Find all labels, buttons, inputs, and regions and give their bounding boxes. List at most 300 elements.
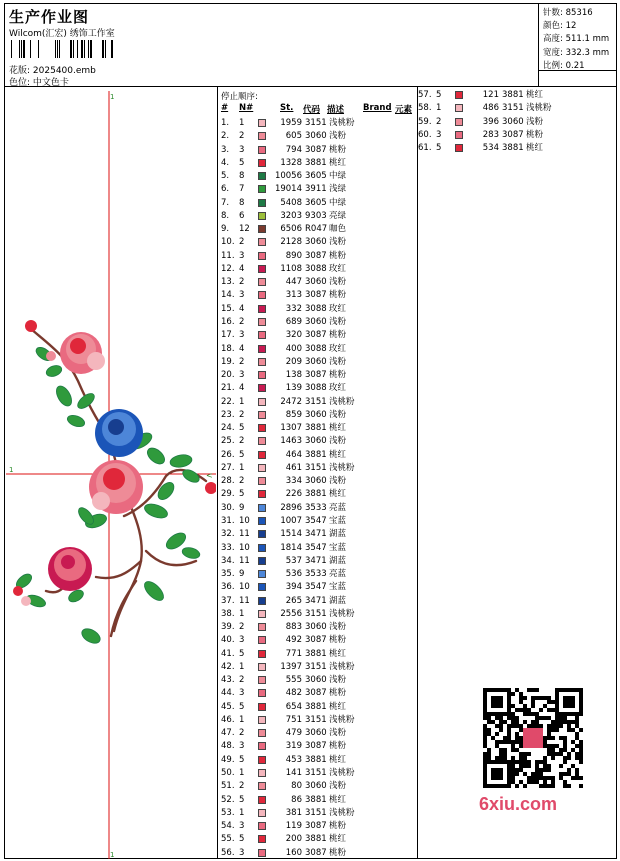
color-description: 浅粉 xyxy=(329,356,347,367)
qr-module xyxy=(483,744,487,748)
needle-number: 10 xyxy=(239,515,250,526)
stop-index: 38. xyxy=(221,608,235,619)
stitch-count: 5408 xyxy=(280,197,302,208)
thread-code: 3881 xyxy=(305,834,327,845)
stop-row xyxy=(221,847,416,860)
qr-module xyxy=(547,764,551,768)
stop-row xyxy=(221,117,416,130)
needle-number: 11 xyxy=(239,529,250,540)
qr-module xyxy=(543,784,547,788)
needle-number: 4 xyxy=(239,303,245,314)
color-description: 浅粉 xyxy=(329,131,347,142)
color-description: 湖蓝 xyxy=(329,529,347,540)
color-description: 浅桃粉 xyxy=(329,118,355,128)
qr-module xyxy=(511,760,515,764)
spec-height: 高度: 511.1 mm xyxy=(543,34,610,45)
qr-module xyxy=(507,736,511,740)
needle-number: 8 xyxy=(239,197,245,208)
stitch-count: 80 xyxy=(291,781,302,792)
stop-row xyxy=(221,170,416,183)
stop-row xyxy=(221,223,416,236)
qr-code xyxy=(475,684,591,794)
qr-module xyxy=(483,736,487,740)
needle-number: 8 xyxy=(239,171,245,182)
qr-module xyxy=(547,728,551,732)
needle-number: 2 xyxy=(239,781,245,792)
needle-number: 5 xyxy=(436,90,442,100)
qr-module xyxy=(567,752,571,756)
barcode-bar xyxy=(81,40,83,58)
qr-module xyxy=(579,756,583,760)
stop-index: 3. xyxy=(221,144,230,155)
qr-module xyxy=(539,768,543,772)
qr-module xyxy=(531,712,535,716)
qr-module xyxy=(527,776,531,780)
qr-module xyxy=(535,772,539,776)
stop-index: 2. xyxy=(221,131,230,142)
qr-module xyxy=(523,696,527,700)
stop-row xyxy=(221,595,416,608)
stitch-count: 200 xyxy=(285,834,302,845)
stitch-count: 492 xyxy=(285,635,302,646)
color-description: 桃红 xyxy=(526,90,544,100)
color-description: 中绿 xyxy=(329,171,347,182)
stitch-count: 313 xyxy=(285,290,302,301)
stop-index: 18. xyxy=(221,343,235,354)
stop-list-column-1 xyxy=(221,117,416,860)
watermark: 6xiu.com xyxy=(479,794,558,814)
stop-index: 8. xyxy=(221,210,230,221)
stop-index: 48. xyxy=(221,741,235,752)
qr-module xyxy=(495,732,499,736)
thread-code: 3060 xyxy=(502,116,524,127)
qr-finder-core xyxy=(563,696,575,708)
qr-module xyxy=(523,756,527,760)
barcode-bar xyxy=(90,40,92,58)
qr-module xyxy=(527,712,531,716)
stitch-count: 689 xyxy=(285,316,302,327)
stitch-count: 1307 xyxy=(280,423,302,434)
thread-code: 3060 xyxy=(305,409,327,420)
col-header-desc: 描述 xyxy=(327,105,345,115)
color-description: 玫红 xyxy=(329,343,347,354)
qr-module xyxy=(515,772,519,776)
qr-module xyxy=(551,744,555,748)
qr-module xyxy=(499,752,503,756)
color-description: 桃粉 xyxy=(329,741,347,752)
qr-module xyxy=(543,756,547,760)
color-description: 浅桃粉 xyxy=(329,608,355,619)
qr-finder-core xyxy=(491,768,503,780)
stop-row xyxy=(221,767,416,780)
qr-module xyxy=(515,716,519,720)
stop-row xyxy=(418,89,544,102)
thread-code: 3087 xyxy=(305,250,327,261)
needle-number: 1 xyxy=(436,103,442,114)
thread-code: 3060 xyxy=(305,476,327,487)
stitch-count: 453 xyxy=(285,754,302,765)
qr-module xyxy=(571,740,575,744)
qr-module xyxy=(543,696,547,700)
color-description: 桃粉 xyxy=(329,330,347,341)
qr-module xyxy=(527,724,531,728)
stitch-count: 859 xyxy=(285,409,302,420)
color-description: 浅桃粉 xyxy=(329,661,355,672)
thread-code: 3087 xyxy=(305,290,327,301)
spec-width: 宽度: 332.3 mm xyxy=(543,47,610,58)
thread-code: 3151 xyxy=(305,714,327,725)
needle-number: 3 xyxy=(239,821,245,832)
qr-module xyxy=(547,752,551,756)
stop-index: 22. xyxy=(221,396,235,407)
needle-number: 2 xyxy=(239,237,245,248)
specs-divider xyxy=(538,4,539,86)
stop-row xyxy=(221,183,416,196)
stop-row xyxy=(221,754,416,767)
qr-module xyxy=(535,724,539,728)
qr-module xyxy=(563,744,567,748)
stop-row xyxy=(221,542,416,555)
stop-row xyxy=(418,102,552,115)
color-description: 桃粉 xyxy=(329,250,347,261)
thread-code: R047 xyxy=(305,224,328,235)
thread-code: 3087 xyxy=(305,635,327,646)
qr-module xyxy=(503,720,507,724)
qr-module xyxy=(503,756,507,760)
thread-code: 3087 xyxy=(305,688,327,699)
qr-module xyxy=(539,696,543,700)
qr-module xyxy=(563,748,567,752)
color-description: 浅粉 xyxy=(526,116,544,127)
needle-number: 2 xyxy=(239,316,245,327)
needle-number: 2 xyxy=(239,476,245,487)
stitch-count: 226 xyxy=(285,489,302,500)
center-peony xyxy=(89,460,143,514)
qr-module xyxy=(519,708,523,712)
color-description: 桃红 xyxy=(329,648,347,659)
qr-module xyxy=(551,736,555,740)
production-sheet xyxy=(4,3,617,859)
qr-module xyxy=(539,772,543,776)
stop-index: 50. xyxy=(221,768,235,779)
needle-number: 5 xyxy=(239,794,245,805)
stop-index: 16. xyxy=(221,316,235,327)
stop-index: 52. xyxy=(221,794,235,805)
thread-code: 3881 xyxy=(305,449,327,460)
thread-code: 3533 xyxy=(305,502,327,513)
thread-code: 3547 xyxy=(305,582,327,593)
color-description: 桃粉 xyxy=(526,129,544,140)
stitch-count: 19014 xyxy=(274,184,302,195)
stop-row xyxy=(221,382,416,395)
stitch-count: 537 xyxy=(285,555,302,566)
qr-module xyxy=(575,716,579,720)
thread-code: 3471 xyxy=(305,595,327,606)
stop-row xyxy=(221,502,416,515)
qr-module xyxy=(523,704,527,708)
needle-number: 10 xyxy=(239,582,250,593)
color-description: 浅桃粉 xyxy=(329,807,355,818)
embroidery-design-preview xyxy=(6,91,216,859)
stop-index: 1. xyxy=(221,118,230,128)
thread-code: 3881 xyxy=(305,648,327,659)
stop-row xyxy=(221,701,416,714)
qr-module xyxy=(575,724,579,728)
qr-logo xyxy=(523,728,543,748)
stop-row xyxy=(221,634,416,647)
qr-module xyxy=(563,772,567,776)
qr-module xyxy=(483,724,487,728)
qr-module xyxy=(551,784,555,788)
qr-module xyxy=(527,760,531,764)
color-description: 桃粉 xyxy=(329,635,347,646)
stitch-count: 3203 xyxy=(280,210,302,221)
qr-module xyxy=(559,776,563,780)
needle-number: 1 xyxy=(239,807,245,818)
stitch-count: 536 xyxy=(285,569,302,580)
needle-number: 9 xyxy=(239,569,245,580)
qr-module xyxy=(547,700,551,704)
needle-number: 5 xyxy=(239,754,245,765)
guide-marker-top: 1 xyxy=(110,93,115,101)
stop-row xyxy=(221,780,416,793)
spec-scale: 比例: 0.21 xyxy=(543,60,585,71)
stop-index: 46. xyxy=(221,714,235,725)
color-description: 浅桃粉 xyxy=(329,462,355,473)
color-description: 玫红 xyxy=(329,383,347,394)
stop-row xyxy=(221,435,416,448)
qr-module xyxy=(571,776,575,780)
qr-module xyxy=(515,748,519,752)
stop-index: 23. xyxy=(221,409,235,420)
qr-module xyxy=(519,692,523,696)
color-description: 浅桃粉 xyxy=(329,714,355,725)
stop-index: 21. xyxy=(221,383,235,394)
qr-module xyxy=(483,732,487,736)
needle-number: 11 xyxy=(239,595,250,606)
stop-index: 47. xyxy=(221,728,235,739)
qr-module xyxy=(483,756,487,760)
qr-module xyxy=(539,760,543,764)
qr-module xyxy=(547,776,551,780)
qr-module xyxy=(515,724,519,728)
stop-row xyxy=(221,648,416,661)
qr-module xyxy=(491,736,495,740)
qr-module xyxy=(519,700,523,704)
stop-index: 28. xyxy=(221,476,235,487)
color-info xyxy=(9,75,69,88)
stop-row xyxy=(221,422,416,435)
barcode-bar xyxy=(84,40,85,58)
qr-module xyxy=(547,708,551,712)
qr-module xyxy=(551,752,555,756)
color-description: 桃红 xyxy=(329,489,347,500)
color-description: 宝蓝 xyxy=(329,542,347,553)
barcode-bar xyxy=(21,40,22,58)
stop-row xyxy=(221,515,416,528)
qr-module xyxy=(575,752,579,756)
qr-module xyxy=(543,780,547,784)
qr-module xyxy=(495,744,499,748)
needle-number: 2 xyxy=(239,436,245,447)
stitch-count: 2556 xyxy=(280,608,302,619)
color-description: 桃红 xyxy=(329,701,347,712)
qr-module xyxy=(527,752,531,756)
qr-module xyxy=(555,720,559,724)
color-description: 桃红 xyxy=(329,423,347,434)
stitch-count: 332 xyxy=(285,303,302,314)
thread-code: 3151 xyxy=(305,661,327,672)
qr-module xyxy=(551,780,555,784)
needle-number: 3 xyxy=(436,129,442,140)
stitch-count: 160 xyxy=(285,847,302,858)
qr-module xyxy=(483,740,487,744)
qr-module xyxy=(559,752,563,756)
needle-number: 3 xyxy=(239,688,245,699)
stop-row xyxy=(221,661,416,674)
qr-module xyxy=(519,764,523,768)
stitch-count: 482 xyxy=(285,688,302,699)
color-description: 桃红 xyxy=(329,754,347,765)
needle-number: 1 xyxy=(239,462,245,473)
qr-module xyxy=(539,716,543,720)
stop-index: 7. xyxy=(221,197,230,208)
stitch-count: 394 xyxy=(285,582,302,593)
thread-code: 3547 xyxy=(305,515,327,526)
stop-index: 51. xyxy=(221,781,235,792)
qr-module xyxy=(555,728,559,732)
stop-index: 43. xyxy=(221,675,235,686)
needle-number: 3 xyxy=(239,290,245,301)
design-divider xyxy=(217,86,218,858)
stop-index: 60. xyxy=(418,129,432,140)
qr-module xyxy=(519,696,523,700)
stop-row xyxy=(221,820,416,833)
qr-module xyxy=(575,744,579,748)
needle-number: 12 xyxy=(239,224,250,235)
guide-marker-bottom: 1 xyxy=(110,851,115,859)
stop-row xyxy=(221,674,416,687)
qr-module xyxy=(535,696,539,700)
stop-index: 6. xyxy=(221,184,230,195)
stitch-count: 2128 xyxy=(280,237,302,248)
color-description: 桃红 xyxy=(329,834,347,845)
qr-module xyxy=(531,724,535,728)
barcode-bar xyxy=(38,40,39,58)
needle-number: 2 xyxy=(239,277,245,288)
qr-module xyxy=(551,708,555,712)
barcode-bar xyxy=(77,40,78,58)
thread-code: 3151 xyxy=(305,396,327,407)
qr-module xyxy=(487,732,491,736)
stop-index: 10. xyxy=(221,237,235,248)
barcode-bar xyxy=(55,40,56,58)
guide-marker-left: 1 xyxy=(9,466,14,474)
stop-row xyxy=(221,130,416,143)
qr-module xyxy=(559,716,563,720)
stop-index: 34. xyxy=(221,555,235,566)
needle-number: 3 xyxy=(239,144,245,155)
qr-module xyxy=(511,756,515,760)
qr-module xyxy=(507,740,511,744)
stop-index: 59. xyxy=(418,116,432,127)
stitch-count: 139 xyxy=(285,383,302,394)
stitch-count: 1397 xyxy=(280,661,302,672)
qr-module xyxy=(535,716,539,720)
barcode-bar xyxy=(105,40,106,58)
qr-module xyxy=(551,756,555,760)
qr-module xyxy=(575,756,579,760)
stop-index: 37. xyxy=(221,595,235,606)
stop-index: 55. xyxy=(221,834,235,845)
color-description: 浅桃粉 xyxy=(329,768,355,779)
color-description: 桃红 xyxy=(329,157,347,168)
stitch-count: 461 xyxy=(285,462,302,473)
barcode-bar xyxy=(102,40,104,58)
thread-code: 3060 xyxy=(305,436,327,447)
qr-module xyxy=(487,748,491,752)
color-description: 玫红 xyxy=(329,263,347,274)
qr-module xyxy=(543,740,547,744)
needle-number: 1 xyxy=(239,768,245,779)
thread-code: 3088 xyxy=(305,303,327,314)
needle-number: 3 xyxy=(239,370,245,381)
needle-number: 5 xyxy=(239,701,245,712)
qr-module xyxy=(487,716,491,720)
stop-row xyxy=(221,462,416,475)
stitch-count: 555 xyxy=(285,675,302,686)
color-description: 中绿 xyxy=(329,197,347,208)
thread-code: 3060 xyxy=(305,675,327,686)
qr-module xyxy=(511,764,515,768)
qr-module xyxy=(579,744,583,748)
qr-module xyxy=(563,716,567,720)
stop-row xyxy=(221,276,416,289)
needle-number: 5 xyxy=(239,648,245,659)
stop-row xyxy=(221,303,416,316)
stop-sequence-title: 停止顺序: xyxy=(221,92,258,102)
qr-module xyxy=(563,780,567,784)
qr-module xyxy=(531,700,535,704)
qr-module xyxy=(523,772,527,776)
thread-code: 3060 xyxy=(305,356,327,367)
qr-module xyxy=(551,720,555,724)
thread-code: 3151 xyxy=(502,103,524,114)
thread-code: 3087 xyxy=(305,741,327,752)
qr-module xyxy=(567,728,571,732)
thread-code: 3087 xyxy=(502,129,524,140)
stitch-count: 890 xyxy=(285,250,302,261)
stop-index: 26. xyxy=(221,449,235,460)
stop-row xyxy=(221,833,416,846)
qr-module xyxy=(499,740,503,744)
qr-module xyxy=(527,688,531,692)
barcode-bar xyxy=(59,40,60,58)
color-description: 浅粉 xyxy=(329,316,347,327)
barcode-bar xyxy=(30,40,31,58)
qr-module xyxy=(539,708,543,712)
studio-name: Wilcom(汇宏) 绣饰工作室 xyxy=(9,29,115,39)
stop-row xyxy=(221,687,416,700)
needle-number: 5 xyxy=(239,834,245,845)
stop-index: 11. xyxy=(221,250,235,261)
stop-index: 17. xyxy=(221,330,235,341)
color-description: 亮蓝 xyxy=(329,569,347,580)
qr-module xyxy=(483,728,487,732)
stop-index: 56. xyxy=(221,847,235,858)
qr-module xyxy=(511,724,515,728)
thread-code: 3881 xyxy=(305,754,327,765)
